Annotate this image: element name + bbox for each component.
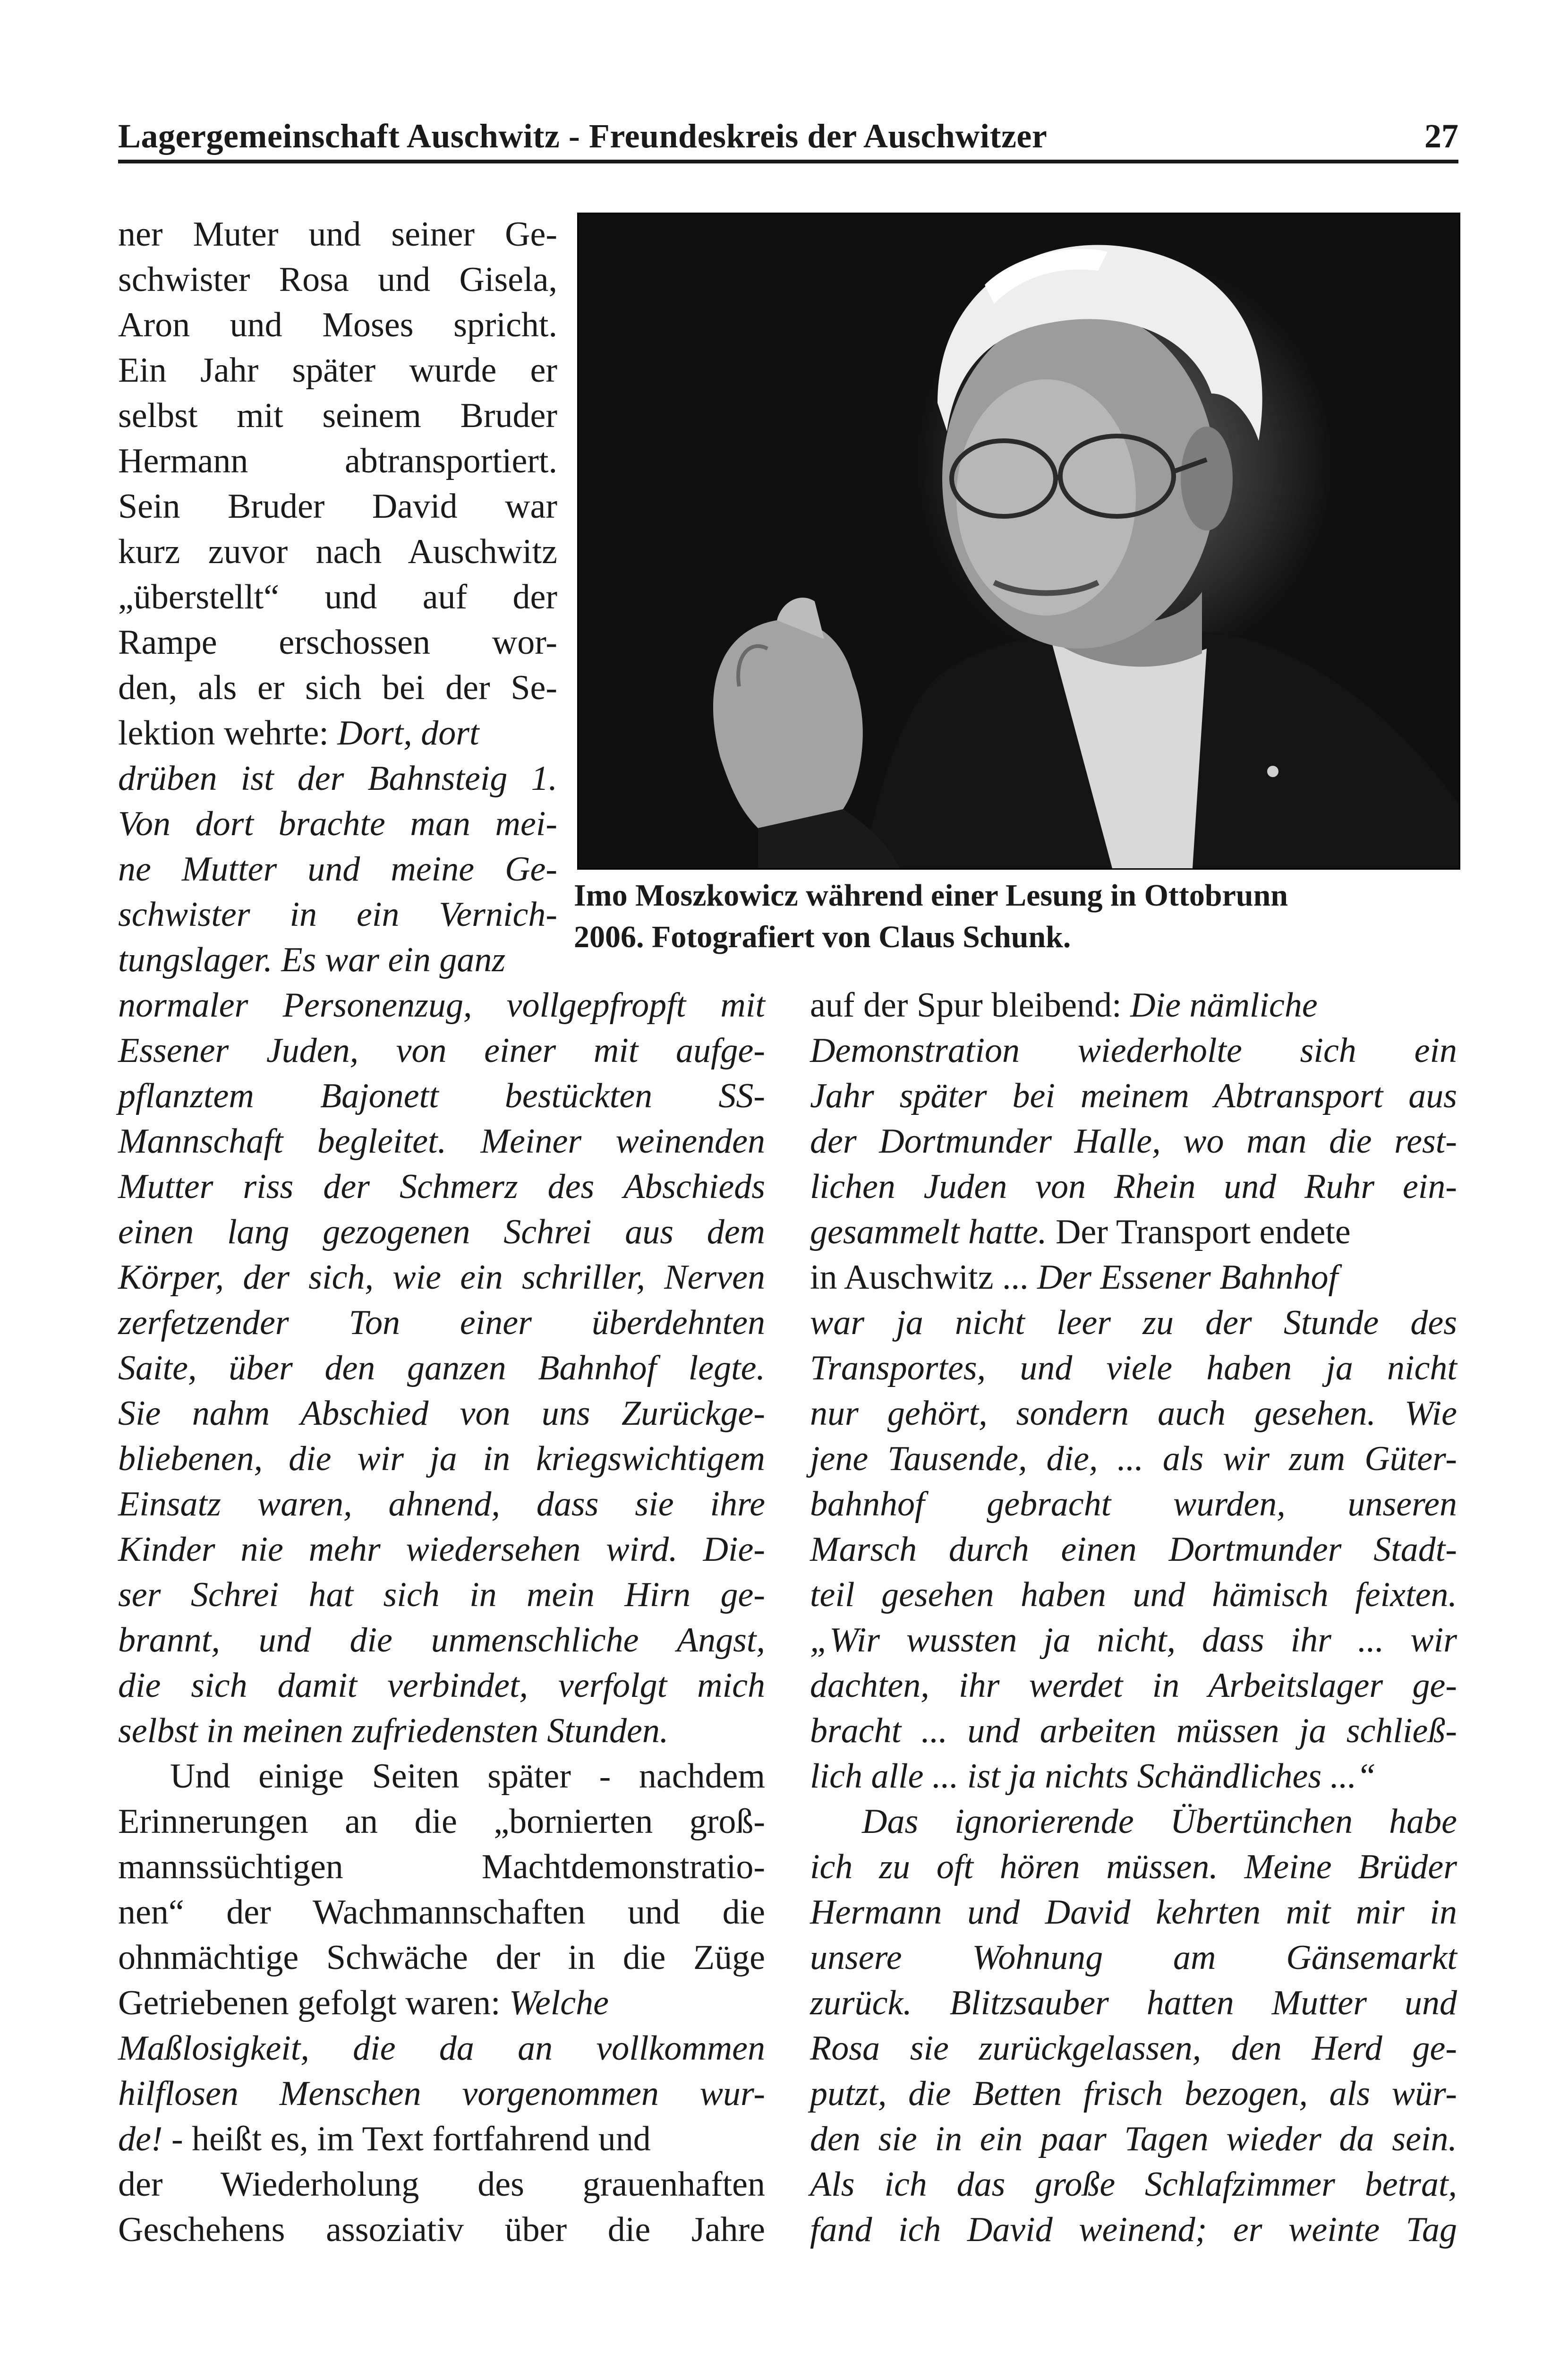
text-line: einen lang gezogenen Schrei aus dem [118, 1213, 765, 1251]
text-line: bracht ... und arbeiten müssen ja schließ- [810, 1712, 1457, 1750]
text-line: drüben ist der Bahnsteig 1. [118, 759, 557, 798]
text-roman: Getriebenen gefolgt waren: [118, 1984, 510, 2022]
text-italic: Dort, dort [337, 714, 479, 753]
text-italic: gesammelt hatte. [810, 1213, 1047, 1251]
text-line: Demonstration wiederholte sich ein [810, 1031, 1457, 1070]
text-line: schwister in ein Vernich- [118, 895, 557, 934]
text-line: fand ich David weinend; er weinte Tag [810, 2210, 1457, 2249]
caption-line: Imo Moszkowicz während einer Lesung in Ottobrunn [574, 878, 1288, 913]
text-line: Hermann und David kehrten mit mir in [810, 1893, 1457, 1932]
text-line: Maßlosigkeit, die da an vollkommen [118, 2029, 765, 2068]
text-line: Das ignorierende Übertünchen habe [862, 1802, 1457, 1841]
text-line: zerfetzender Ton einer überdehnten [118, 1303, 765, 1342]
header-title: Lagergemeinschaft Auschwitz - Freundeskreis der Auschwitzer [118, 117, 1048, 155]
text-line: tungslager. Es war ein ganz [118, 941, 506, 979]
text-italic: Der Essener Bahnhof [1037, 1258, 1338, 1297]
text-roman: lektion wehrte: [118, 714, 338, 753]
text-line: putzt, die Betten frisch bezogen, als wür- [810, 2074, 1457, 2113]
text-line: kurz zuvor nach Auschwitz [118, 532, 557, 571]
text-line: Körper, der sich, wie ein schriller, Nerven [118, 1258, 765, 1297]
text-roman: in Auschwitz ... [810, 1258, 1037, 1297]
text-line [118, 1980, 765, 2026]
text-line: nur gehört, sondern auch gesehen. Wie [810, 1394, 1457, 1433]
text-line: lich alle ... ist ja nichts Schändliches ...“ [810, 1757, 1376, 1796]
text-line: Erinnerungen an die „bornierten groß- [118, 1802, 765, 1841]
text-line [810, 1209, 1457, 1255]
text-line: teil gesehen haben und hämisch feixten. [810, 1575, 1457, 1614]
text-line: Sie nahm Abschied von uns Zurückge- [118, 1394, 765, 1433]
text-line: Marsch durch einen Dortmunder Stadt- [810, 1530, 1457, 1569]
text-line [118, 2116, 765, 2162]
text-line: Saite, über den ganzen Bahnhof legte. [118, 1349, 765, 1387]
text-line: Ein Jahr später wurde er [118, 351, 557, 390]
text-line: Essener Juden, von einer mit aufge- [118, 1031, 765, 1070]
text-line: ich zu oft hören müssen. Meine Brüder [810, 1848, 1457, 1886]
text-line: hilflosen Menschen vorgenommen wur- [118, 2074, 765, 2113]
text-line: Jahr später bei meinem Abtransport aus [810, 1077, 1457, 1115]
text-line: der Wiederholung des grauenhaften [118, 2165, 765, 2204]
text-line: der Dortmunder Halle, wo man die rest- [810, 1122, 1457, 1161]
text-italic: Welche [509, 1984, 609, 2022]
text-roman: auf der Spur bleibend: [810, 986, 1131, 1025]
text-line: Kinder nie mehr wiedersehen wird. Die- [118, 1530, 765, 1569]
text-line: unsere Wohnung am Gänsemarkt [810, 1938, 1457, 1977]
text-line: mannssüchtigen Machtdemonstratio- [118, 1848, 765, 1886]
text-line: „überstellt“ und auf der [118, 578, 557, 616]
text-line: Als ich das große Schlafzimmer betrat, [810, 2165, 1457, 2204]
text-line: den sie in ein paar Tagen wieder da sein. [810, 2120, 1457, 2158]
text-line: nen“ der Wachmannschaften und die [118, 1893, 765, 1932]
text-line: den, als er sich bei der Se- [118, 668, 557, 707]
text-line: Hermann abtransportiert. [118, 442, 557, 480]
text-line: die sich damit verbindet, verfolgt mich [118, 1666, 765, 1705]
text-line: lichen Juden von Rhein und Ruhr ein- [810, 1167, 1457, 1206]
text-line: Aron und Moses spricht. [118, 306, 557, 344]
text-roman: - heißt es, im Text fortfahrend und [162, 2120, 651, 2158]
page-number: 27 [1424, 117, 1458, 155]
text-line: war ja nicht leer zu der Stunde des [810, 1303, 1457, 1342]
text-line: ser Schrei hat sich in mein Hirn ge- [118, 1575, 765, 1614]
text-line: pflanztem Bajonett bestückten SS- [118, 1077, 765, 1115]
text-line [118, 710, 557, 756]
text-line: schwister Rosa und Gisela, [118, 260, 557, 299]
text-line: selbst mit seinem Bruder [118, 396, 557, 435]
portrait-photo [577, 213, 1460, 870]
text-line: Von dort brachte man mei- [118, 804, 557, 843]
text-line: Rosa sie zurückgelassen, den Herd ge- [810, 2029, 1457, 2068]
text-line [810, 983, 1457, 1028]
text-line: bahnhof gebracht wurden, unseren [810, 1485, 1457, 1523]
text-line: Geschehens assoziativ über die Jahre [118, 2210, 765, 2249]
text-line: Und einige Seiten später - nachdem [170, 1757, 765, 1796]
text-line: zurück. Blitzsauber hatten Mutter und [810, 1984, 1457, 2022]
text-line: ner Muter und seiner Ge- [118, 215, 557, 254]
text-line: Mannschaft begleitet. Meiner weinenden [118, 1122, 765, 1161]
text-line: jene Tausende, die, ... als wir zum Güter- [810, 1439, 1457, 1478]
text-line: ne Mutter und meine Ge- [118, 850, 557, 889]
text-line: normaler Personenzug, vollgepfropft mit [118, 986, 765, 1025]
caption-line: 2006. Fotografiert von Claus Schunk. [574, 920, 1071, 954]
text-line: Rampe erschossen wor- [118, 623, 557, 662]
text-line: selbst in meinen zufriedensten Stunden. [118, 1712, 669, 1750]
text-italic: de! [118, 2120, 163, 2158]
text-italic: Die nämliche [1130, 986, 1318, 1025]
text-line: Einsatz waren, ahnend, dass sie ihre [118, 1485, 765, 1523]
text-line: Sein Bruder David war [118, 487, 557, 526]
photo-caption [574, 875, 1459, 958]
text-roman: Der Transport endete [1047, 1213, 1351, 1251]
portrait-illustration [579, 214, 1459, 868]
text-line: Transportes, und viele haben ja nicht [810, 1349, 1457, 1387]
running-header [118, 112, 1458, 163]
text-line [810, 1255, 1457, 1300]
text-line: dachten, ihr werdet in Arbeitslager ge- [810, 1666, 1457, 1705]
text-line: ohnmächtige Schwäche der in die Züge [118, 1938, 765, 1977]
text-line: „Wir wussten ja nicht, dass ihr ... wir [810, 1621, 1457, 1660]
text-line: brannt, und die unmenschliche Angst, [118, 1621, 765, 1660]
text-line: Mutter riss der Schmerz des Abschieds [118, 1167, 765, 1206]
text-line: bliebenen, die wir ja in kriegswichtigem [118, 1439, 765, 1478]
